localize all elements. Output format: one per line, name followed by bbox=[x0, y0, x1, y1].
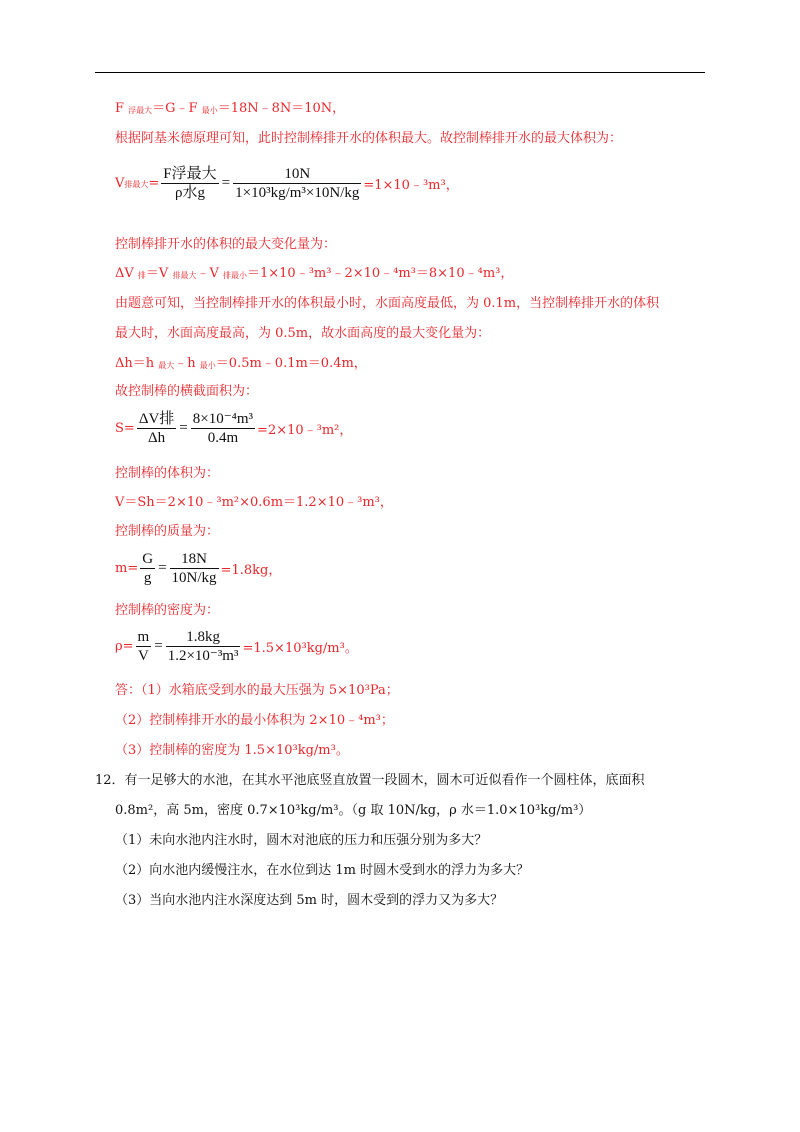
line-delta-v: ΔV 排＝V 排最大﹣V 排最小＝1×10﹣³m³﹣2×10﹣⁴m³＝8×10﹣⁴m³， bbox=[115, 266, 514, 281]
line-area-intro: 故控制棒的横截面积为： bbox=[115, 384, 259, 399]
question-12-part3: （3）当向水池内注水深度达到 5m 时，圆木受到的浮力又为多大？ bbox=[115, 893, 504, 908]
line-delta-h: Δh＝h 最大﹣h 最小＝0.5m﹣0.1m＝0.4m， bbox=[115, 356, 367, 371]
line-buoyancy-max: F 浮最大＝G﹣F 最小＝18N﹣8N＝10N， bbox=[115, 101, 346, 116]
formula-v-max: V 排最大 = $\frac{\text{F浮最大}}{\text{ρ水g}}$ = $\frac{10N}{\text{1×10³kg/m³×10N/kg}}$ =1×10﹣³m³， bbox=[115, 166, 459, 201]
question-12-part1: （1）未向水池内注水时，圆木对池底的压力和压强分别为多大？ bbox=[115, 833, 488, 848]
answer-3: （3）控制棒的密度为 1.5×10³kg/m³。 bbox=[115, 743, 349, 758]
formula-mass: m= $\frac{G}{g}$ = $\frac{18N}{10N/kg}$ =1.8kg， bbox=[115, 551, 282, 586]
formula-density: ρ= $\frac{m}{V}$ = $\frac{1.8kg}{\text{1.2×10⁻³m³}}$ =1.5×10³kg/m³。 bbox=[115, 629, 358, 664]
line-volume-calc: V＝Sh＝2×10﹣³m²×0.6m＝1.2×10﹣³m³， bbox=[115, 495, 393, 510]
line-archimedes: 根据阿基米德原理可知，此时控制棒排开水的体积最大。故控制棒排开水的最大体积为： bbox=[115, 131, 623, 146]
formula-area: S= $\frac{\text{ΔV排}}{\Delta h}$ = $\frac{\text{8×10⁻⁴m³}}{0.4m}$ =2×10﹣³m²， bbox=[115, 411, 353, 446]
line-volume-change: 控制棒排开水的体积的最大变化量为： bbox=[115, 237, 337, 252]
question-12-line2: 0.8m²，高 5m，密度 0.7×10³kg/m³。（g 取 10N/kg，ρ 水＝1.0×10³kg/m³） bbox=[115, 803, 592, 818]
header-rule bbox=[95, 72, 705, 73]
line-analysis-2: 最大时，水面高度最高，为 0.5m，故水面高度的最大变化量为： bbox=[115, 326, 491, 341]
answer-1: 答：（1）水箱底受到水的最大压强为 5×10³Pa； bbox=[115, 683, 399, 698]
question-12-line1: 12．有一足够大的水池，在其水平池底竖直放置一段圆木，圆木可近似看作一个圆柱体，底面积 bbox=[95, 773, 645, 788]
line-density-intro: 控制棒的密度为： bbox=[115, 603, 220, 618]
answer-2: （2）控制棒排开水的最小体积为 2×10﹣⁴m³； bbox=[115, 713, 394, 728]
line-analysis-1: 由题意可知，当控制棒排开水的体积最小时，水面高度最低，为 0.1m，当控制棒排开水的体积 bbox=[115, 296, 660, 311]
line-volume-intro: 控制棒的体积为： bbox=[115, 466, 220, 481]
question-12-part2: （2）向水池内缓慢注水，在水位到达 1m 时圆木受到水的浮力为多大？ bbox=[115, 863, 530, 878]
line-mass-intro: 控制棒的质量为： bbox=[115, 524, 220, 539]
